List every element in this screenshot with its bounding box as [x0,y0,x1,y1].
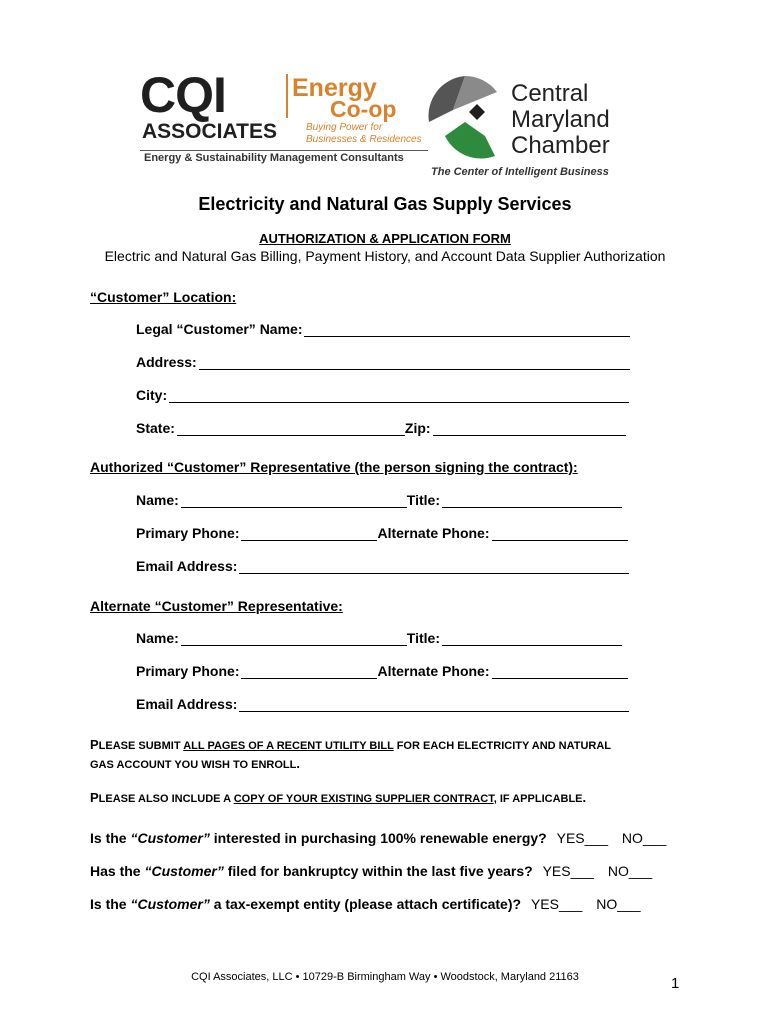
buying-line1: Buying Power for [306,122,383,133]
rep-name-row [136,492,622,508]
cqi-tagline: Energy & Sustainability Management Consultants [144,152,404,164]
chamber-line3: Chamber [511,132,610,159]
city-field[interactable] [169,390,629,403]
tax-exempt-no[interactable]: NO___ [596,896,641,912]
alt-rep-heading: Alternate “Customer” Representative: [90,598,343,614]
address-row [136,354,630,370]
energy-word: Energy [292,74,377,102]
alt-rep-email-field[interactable] [239,699,629,712]
legal-name-label: Legal “Customer” Name: [136,321,303,337]
rep-alternate-phone-label: Alternate Phone: [377,525,490,541]
zip-label: Zip: [404,420,431,436]
rep-alternate-phone-field[interactable] [492,528,628,541]
notice-utility-bill: PLEASE SUBMIT ALL PAGES OF A RECENT UTILITY BILL FOR EACH ELECTRICITY AND NATURAL [90,737,612,752]
chamber-line2: Maryland [511,106,610,133]
state-label: State: [136,420,175,436]
cqi-letters: CQI [140,67,226,123]
question-renewable: Is the “Customer” interested in purchasing 100% renewable energy? YES___ NO___ [90,830,667,846]
zip-field[interactable] [433,423,626,436]
question-tax-exempt: Is the “Customer” a tax-exempt entity (please attach certificate)? YES___ NO___ [90,896,641,912]
alt-rep-alternate-phone-field[interactable] [492,666,628,679]
rep-email-field[interactable] [239,561,629,574]
legal-name-field[interactable] [304,324,630,337]
legal-name-row [136,321,630,337]
bankruptcy-no[interactable]: NO___ [607,863,653,879]
address-label: Address: [136,354,197,370]
alt-rep-name-label: Name: [136,630,179,646]
footer-address: CQI Associates, LLC • 10729-B Birmingham Way • Woodstock, Maryland 21163 [191,971,579,983]
form-subtitle: AUTHORIZATION & APPLICATION FORM [259,231,511,246]
form-description: Electric and Natural Gas Billing, Payment History, and Account Data Supplier Authorization [104,248,666,264]
rep-title-field[interactable] [442,495,622,508]
rep-phone-row [136,525,628,541]
rep-primary-phone-field[interactable] [241,528,377,541]
coop-word: Co-op [330,96,397,122]
alt-rep-title-field[interactable] [442,633,622,646]
alt-rep-phone-row [136,663,628,679]
page-number: 1 [671,975,680,992]
chamber-line1: Central [511,80,589,107]
buying-line2: Businesses & Residences [306,134,422,145]
chamber-emblem-icon [425,72,505,162]
renewable-yes[interactable]: YES___ [556,830,608,846]
alt-rep-email-row [136,696,629,712]
renewable-no[interactable]: NO___ [621,830,667,846]
cqi-logo [140,67,430,172]
rep-title-label: Title: [406,492,440,508]
rep-name-field[interactable] [181,495,407,508]
alt-rep-name-row [136,630,622,646]
alt-rep-primary-phone-label: Primary Phone: [136,663,240,679]
tax-exempt-yes[interactable]: YES___ [530,896,583,912]
rep-email-label: Email Address: [136,558,238,574]
notice-utility-bill-line2: GAS ACCOUNT YOU WISH TO ENROLL. [90,756,300,771]
rep-heading: Authorized “Customer” Representative (the person signing the contract): [90,459,578,475]
state-zip-row [136,420,626,436]
alt-rep-primary-phone-field[interactable] [241,666,377,679]
cqi-associates: ASSOCIATES [142,120,277,143]
alt-rep-name-field[interactable] [181,633,407,646]
rep-name-label: Name: [136,492,179,508]
cqi-divider [286,74,288,118]
address-field[interactable] [199,357,630,370]
location-heading: “Customer” Location: [90,289,237,305]
page-title: Electricity and Natural Gas Supply Services [198,194,572,214]
chamber-logo [425,72,645,182]
alt-rep-title-label: Title: [406,630,440,646]
alt-rep-email-label: Email Address: [136,696,238,712]
question-bankruptcy: Has the “Customer” filed for bankruptcy within the last five years? YES___ NO___ [90,863,653,879]
city-row [136,387,629,403]
bankruptcy-yes[interactable]: YES___ [542,863,594,879]
city-label: City: [136,387,168,403]
notice-supplier-contract: PLEASE ALSO INCLUDE A COPY OF YOUR EXISTING SUPPLIER CONTRACT, IF APPLICABLE. [90,790,587,805]
alt-rep-alternate-phone-label: Alternate Phone: [377,663,490,679]
rep-primary-phone-label: Primary Phone: [136,525,240,541]
cqi-rule [140,150,428,151]
rep-email-row [136,558,629,574]
state-field[interactable] [177,423,405,436]
chamber-tagline: The Center of Intelligent Business [431,166,609,178]
